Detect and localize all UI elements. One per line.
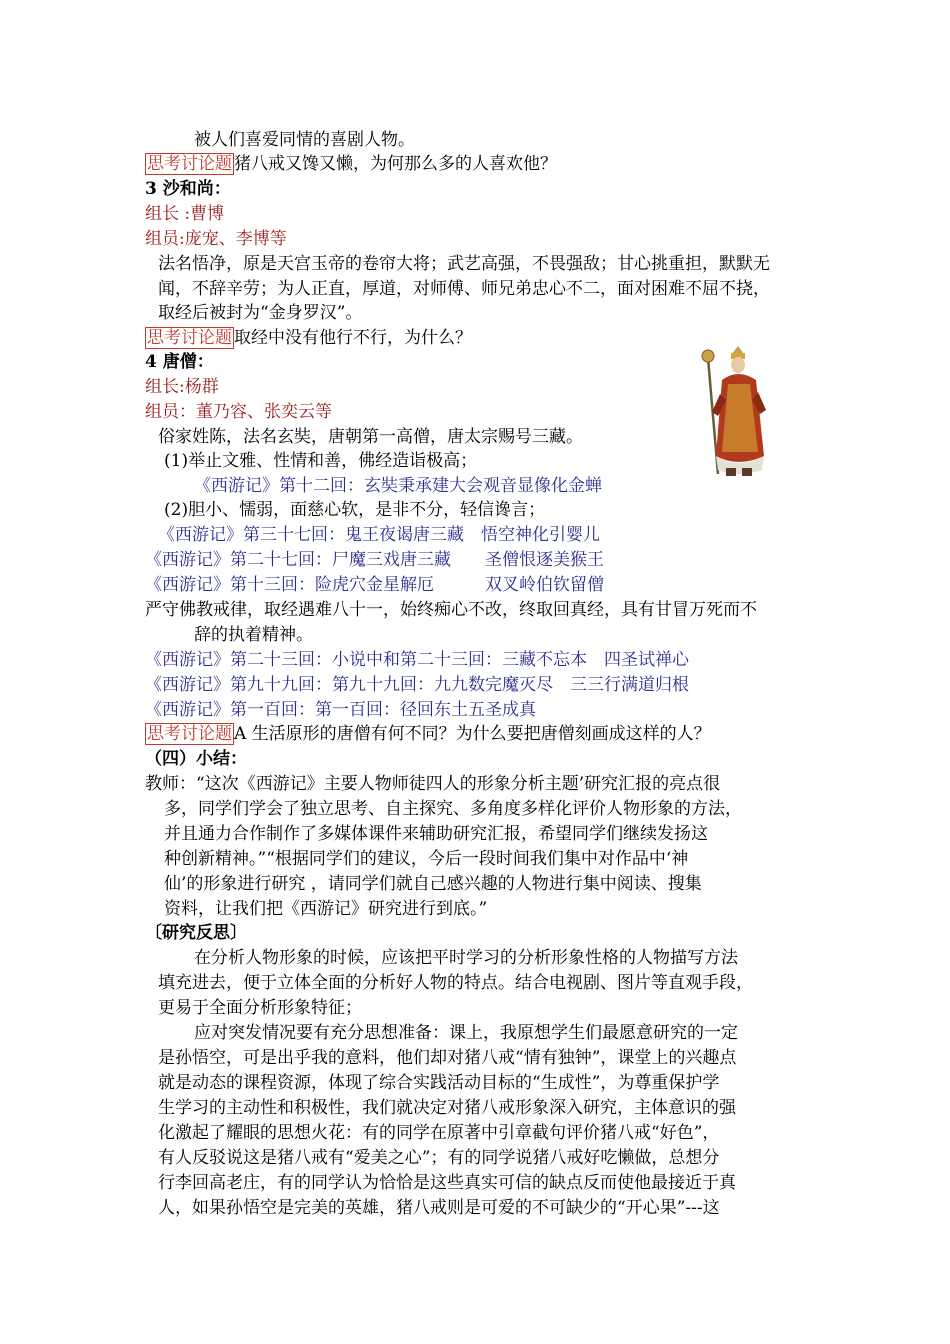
chapter-reference: 《西游记》第十二回：玄奘秉承建大会观音显像化金蝉 [194,476,602,496]
section-heading: 4 唐僧： [145,352,214,372]
text-line: 资料，让我们把《西游记》研究进行到底。” [164,899,488,919]
group-leader: 组长:杨群 [145,377,219,397]
question-text: A 生活原形的唐僧有何不同？为什么要把唐僧刻画成这样的人？ [234,724,711,744]
text-line: 闻，不辞辛劳；为人正直，厚道，对师傅、师兄弟忠心不二，面对困难不屈不挠， [158,279,770,299]
chapter-reference: 《西游记》第一百回：第一百回：径回东土五圣成真 [145,700,536,720]
text-line: 多，同学们学会了独立思考、自主探究、多角度多样化评价人物形象的方法， [164,799,742,819]
text-line: 人，如果孙悟空是完美的英雄，猪八戒则是可爱的不可缺少的“开心果”---这 [158,1198,720,1218]
text-line: 化激起了耀眼的思想火花：有的同学在原著中引章截句评价猪八戒“好色”， [158,1123,720,1143]
text-line: 并且通力合作制作了多媒体课件来辅助研究汇报，希望同学们继续发扬这 [164,824,708,844]
text-line: 被人们喜爱同情的喜剧人物。 [194,130,415,150]
section-heading: 3 沙和尚： [145,179,231,199]
text-line: 行李回高老庄，有的同学认为恰恰是这些真实可信的缺点反而使他最接近于真 [158,1173,736,1193]
discussion-tag: 思考讨论题 [147,328,232,348]
text-line: (2)胆小、懦弱，面慈心软，是非不分，轻信谗言； [164,500,546,520]
text-line: 严守佛教戒律，取经遇难八十一，始终痴心不改，终取回真经，具有甘冒万死而不 [145,600,757,620]
chapter-reference: 《西游记》第九十九回：第九十九回：九九数完魔灭尽 三三行满道归根 [145,675,689,695]
text-line: 取经后被封为“金身罗汉”。 [158,303,363,323]
text-line: 是孙悟空，可是出乎我的意料，他们却对猪八戒“情有独钟”，课堂上的兴趣点 [158,1048,737,1068]
text-line: 更易于全面分析形象特征； [158,998,362,1018]
section-heading: 〔研究反思〕 [145,923,247,943]
chapter-reference: 《西游记》第十三回：险虎穴金星解厄 双叉岭伯钦留僧 [145,575,604,595]
text-line: 应对突发情况要有充分思想准备：课上，我原想学生们最愿意研究的一定 [194,1023,738,1043]
question-text: 猪八戒又馋又懒，为何那么多的人喜欢他？ [234,154,557,174]
question-text: 取经中没有他行不行，为什么？ [234,328,472,348]
discussion-tag: 思考讨论题 [147,154,232,174]
chapter-reference: 《西游记》第二十三回：小说中和第二十三回：三藏不忘本 四圣试禅心 [145,650,689,670]
text-line: 教师：“这次《西游记》主要人物师徒四人的形象分析主题’研究汇报的亮点很 [145,774,721,794]
text-line: 辞的执着精神。 [194,625,313,645]
discussion-question [145,152,557,176]
text-line: 仙’的形象进行研究 ，请同学们就自己感兴趣的人物进行集中阅读、搜集 [164,874,702,894]
group-leader: 组长 :曹博 [145,204,225,224]
discussion-question [145,722,711,746]
section-heading: （四）小结： [145,749,247,769]
text-line: 填充进去，便于立体全面的分析好人物的特点。结合电视剧、图片等直观手段， [158,973,753,993]
discussion-tag: 思考讨论题 [147,724,232,744]
text-line: 就是动态的课程资源，体现了综合实践活动目标的“生成性”，为尊重保护学 [158,1073,720,1093]
text-line: (1)举止文雅、性情和善，佛经造诣极高； [164,451,478,471]
text-line: 有人反驳说这是猪八戒有“爱美之心”；有的同学说猪八戒好吃懒做，总想分 [158,1148,720,1168]
text-line: 种创新精神。”“根据同学们的建议，今后一段时间我们集中对作品中‘神 [164,849,689,869]
text-line: 俗家姓陈，法名玄奘，唐朝第一高僧，唐太宗赐号三藏。 [158,427,583,447]
tang-monk-illustration [698,344,772,480]
text-line: 法名悟净，原是天宫玉帝的卷帘大将；武艺高强，不畏强敌；甘心挑重担，默默无 [158,254,770,274]
text-line: 生学习的主动性和积极性，我们就决定对猪八戒形象深入研究，主体意识的强 [158,1098,736,1118]
group-members: 组员：董乃容、张奕云等 [145,402,332,422]
chapter-reference: 《西游记》第二十七回：尸魔三戏唐三藏 圣僧恨逐美猴王 [145,550,604,570]
discussion-question [145,326,472,350]
chapter-reference: 《西游记》第三十七回：鬼王夜谒唐三藏 悟空神化引婴儿 [158,525,600,545]
text-line: 在分析人物形象的时候，应该把平时学习的分析形象性格的人物描写方法 [194,948,738,968]
group-members: 组员:庞宠、李博等 [145,229,287,249]
